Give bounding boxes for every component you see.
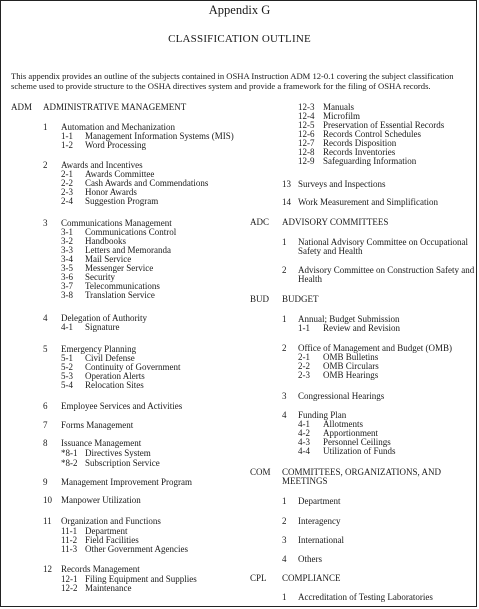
subject-title: Emergency Planning [61,344,137,354]
section-title-com: COMMITTEES, ORGANIZATIONS, AND [282,467,441,477]
section-title-bud: BUDGET [282,294,319,304]
item-label: Allotments [323,419,363,429]
subject-title: Annual; Budget Submission [298,314,400,324]
subject-number: 2 [282,516,287,526]
item-label: OMB Bulletins [323,352,379,362]
subject-number: 2 [282,265,287,275]
item-code: 3-8 [61,290,73,300]
item-code: 12-8 [298,147,315,157]
item-code: 4-1 [61,322,73,332]
item-label: Honor Awards [85,187,137,197]
subject-title: Others [298,554,322,564]
item-label: Messenger Service [85,263,154,273]
subject-number: 2 [43,160,48,170]
item-code: 12-1 [61,574,78,584]
page-title: CLASSIFICATION OUTLINE [168,33,311,45]
item-code: 3-7 [61,281,73,291]
subject-number: 6 [43,401,48,411]
item-code: 3-1 [61,227,73,237]
item-label: Microfilm [323,111,360,121]
item-label: Maintenance [85,583,132,593]
item-code: 12-6 [298,129,315,139]
subject-number: 2 [282,343,287,353]
subject-number: 12 [43,564,52,574]
item-code: 12-4 [298,111,315,121]
item-code: 5-2 [61,362,73,372]
subject-title-cont: Health [298,274,322,284]
subject-number: 1 [282,237,287,247]
item-code: 4-4 [298,446,310,456]
item-label: Awards Committee [85,169,155,179]
subject-title: Work Measurement and Simplification [298,197,438,207]
item-code: 12-9 [298,156,315,166]
item-code: 3-4 [61,254,73,264]
item-label: Preservation of Essential Records [323,120,445,130]
subject-title: Forms Management [61,420,134,430]
intro-paragraph: This appendix provides an outline of the subjects contained in OSHA Instruction ADM 12-0.1 covering the subject classification scheme used to provide structure to the OSHA directives system and provide a framework for the filing of OSHA records. [11,71,454,91]
item-code: 1-1 [61,131,73,141]
item-code: 5-1 [61,353,73,363]
subject-number: 3 [282,391,287,401]
item-label: Communications Control [85,227,177,237]
subject-number: 11 [43,516,52,526]
subject-number: 3 [43,218,48,228]
item-label: Filing Equipment and Supplies [85,574,197,584]
item-label: Subscription Service [85,458,160,468]
item-code: 2-2 [298,361,310,371]
item-code: 12-7 [298,138,315,148]
item-code: 2-3 [61,187,73,197]
item-label: Letters and Memoranda [85,245,171,255]
item-label: Utilization of Funds [323,446,396,456]
subject-number: 9 [43,477,48,487]
subject-number: 1 [282,314,287,324]
item-label: Manuals [323,102,354,112]
item-code: 3-3 [61,245,73,255]
item-label: Records Control Schedules [323,129,421,139]
subject-number: 4 [43,313,48,323]
item-label: Civil Defense [85,353,135,363]
section-title-adm: ADMINISTRATIVE MANAGEMENT [43,102,187,112]
subject-title: Congressional Hearings [298,391,385,401]
subject-title-cont: Safety and Health [298,246,363,256]
section-code-com: COM [250,467,271,477]
subject-title: Awards and Incentives [61,160,143,170]
section-title-cpl: COMPLIANCE [282,573,341,583]
item-code: 12-2 [61,583,78,593]
subject-number: 4 [282,410,287,420]
item-label: OMB Hearings [323,370,379,380]
item-label: Department [85,526,128,536]
item-code: 1-2 [61,140,73,150]
item-code: 12-3 [298,102,315,112]
item-label: Suggestion Program [85,196,159,206]
subject-number: 13 [282,179,291,189]
subject-title: Manpower Utilization [61,495,141,505]
item-label: Review and Revision [323,323,400,333]
item-code: 5-3 [61,371,73,381]
subject-title: Surveys and Inspections [298,179,386,189]
item-code: 5-4 [61,380,73,390]
subject-title: Management Improvement Program [61,477,192,487]
subject-title: Advisory Committee on Construction Safety and [298,265,475,275]
subject-number: 3 [282,535,287,545]
item-code: 11-2 [61,535,78,545]
item-code: 2-3 [298,370,310,380]
item-code: 3-6 [61,272,73,282]
item-code: *8-1 [61,448,78,458]
item-code: 2-2 [61,178,73,188]
subject-title: Delegation of Authority [61,313,147,323]
item-label: Apportionment [323,428,378,438]
item-label: Handbooks [85,236,126,246]
item-code: 3-2 [61,236,73,246]
item-code: 4-1 [298,419,310,429]
item-label: Continuity of Government [85,362,181,372]
item-code: 11-3 [61,544,78,554]
subject-number: 8 [43,438,48,448]
subject-title: National Advisory Committee on Occupational [298,237,468,247]
item-label: Other Government Agencies [85,544,188,554]
item-code: 3-5 [61,263,73,273]
subject-number: 5 [43,344,48,354]
item-label: Operation Alerts [85,371,145,381]
item-code: 2-1 [298,352,310,362]
subject-title: Issuance Management [61,438,142,448]
item-code: 11-1 [61,526,78,536]
subject-title: Accreditation of Testing Laboratories [298,592,433,602]
item-code: 2-4 [61,196,73,206]
item-label: Field Facilities [85,535,139,545]
item-code: 2-1 [61,169,73,179]
item-label: Telecommunications [85,281,160,291]
item-label: Management Information Systems (MIS) [85,131,234,141]
item-code: 12-5 [298,120,315,130]
subject-title: Communications Management [61,218,172,228]
subject-title: Interagency [298,516,341,526]
subject-title: Employee Services and Activities [61,401,183,411]
subject-title: Records Management [61,564,140,574]
item-code: 4-2 [298,428,310,438]
item-label: Cash Awards and Commendations [85,178,209,188]
item-label: Mail Service [85,254,132,264]
subject-title: Department [298,496,341,506]
subject-number: 14 [282,197,291,207]
subject-number: 10 [43,495,52,505]
item-label: Records Disposition [323,138,397,148]
item-label: Signature [85,322,120,332]
item-label: Directives System [85,448,151,458]
subject-title: Funding Plan [298,410,347,420]
item-label: Security [85,272,115,282]
section-code-cpl: CPL [250,573,267,583]
subject-number: 1 [282,496,287,506]
item-label: Relocation Sites [85,380,144,390]
subject-number: 1 [43,122,48,132]
section-title-adc: ADVISORY COMMITTEES [282,217,389,227]
item-code: *8-2 [61,458,78,468]
item-label: Records Inventories [323,147,396,157]
item-label: Personnel Ceilings [323,437,391,447]
item-code: 1-1 [298,323,310,333]
appendix-label: Appendix G [208,3,271,17]
subject-title: Organization and Functions [61,516,161,526]
section-code-adm: ADM [11,102,33,112]
item-label: OMB Circulars [323,361,379,371]
item-code: 4-3 [298,437,310,447]
subject-number: 4 [282,554,287,564]
subject-number: 1 [282,592,287,602]
section-title-com-cont: MEETINGS [282,476,328,486]
subject-title: Automation and Mechanization [61,122,175,132]
subject-number: 7 [43,420,48,430]
subject-title: International [298,535,344,545]
section-code-adc: ADC [250,217,270,227]
section-code-bud: BUD [250,294,270,304]
item-label: Translation Service [85,290,155,300]
item-label: Safeguarding Information [323,156,417,166]
subject-title: Office of Management and Budget (OMB) [298,343,453,353]
item-label: Word Processing [85,140,147,150]
